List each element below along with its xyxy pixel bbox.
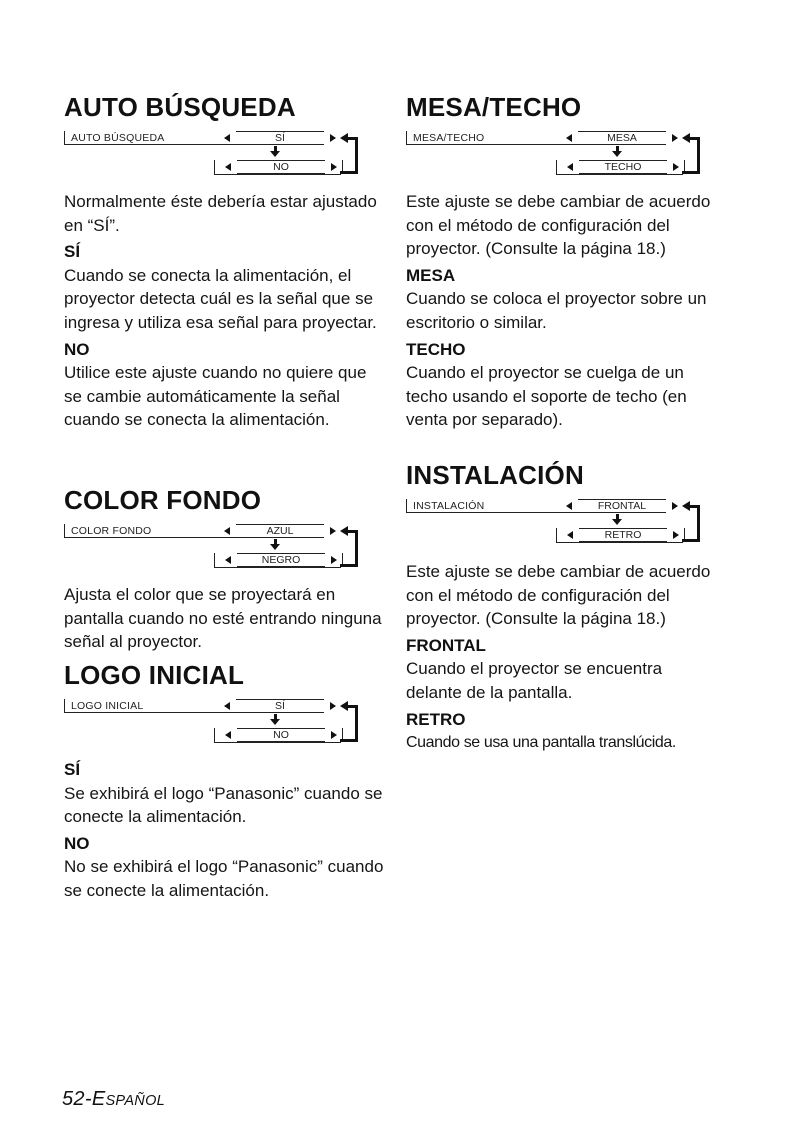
right-arrow-icon: [330, 702, 336, 710]
loop-arrow-icon: [682, 133, 690, 143]
loop-line: [348, 137, 358, 174]
menu-diagram-instalacion: [406, 494, 702, 552]
left-arrow-icon: [225, 163, 231, 171]
section-instalacion: [406, 460, 716, 755]
loop-arrow-icon: [340, 133, 348, 143]
loop-line: [348, 705, 358, 742]
down-arrow-icon: [269, 539, 283, 551]
menu-value-2: NO: [214, 160, 341, 175]
auto-si-text: Cuando se conecta la alimentación, el proyector detecta cuál es la señal que se ingresa y utiliza esa señal para proyectar.: [64, 265, 377, 332]
down-arrow-icon: [269, 146, 283, 158]
left-arrow-icon: [566, 502, 572, 510]
frontal-heading: FRONTAL: [406, 635, 486, 655]
logo-no-text: No se exhibirá el logo “Panasonic” cuando se conecte la alimentación.: [64, 857, 384, 900]
page-footer: [62, 1088, 165, 1111]
menu-value-2: NO: [214, 728, 341, 743]
section-color-fondo: [64, 485, 384, 654]
loop-line: [690, 505, 700, 542]
menu-value-1: AZUL: [214, 524, 340, 538]
left-arrow-icon: [224, 702, 230, 710]
heading-mesa-techo: MESA/TECHO: [406, 92, 582, 122]
down-arrow-icon: [269, 714, 283, 726]
loop-line: [690, 137, 700, 174]
menu-diagram-logo-inicial: [64, 694, 360, 752]
auto-si-heading: SÍ: [64, 242, 81, 262]
instal-intro: Este ajuste se debe cambiar de acuerdo con el método de configuración del proyector. (Consulte la página 18.): [406, 562, 711, 629]
menu-label: COLOR FONDO: [64, 524, 272, 538]
menu-value-1: SÍ: [214, 131, 340, 145]
mesa-heading: MESA: [406, 265, 456, 285]
left-arrow-icon: [224, 134, 230, 142]
menu-diagram-color-fondo: [64, 519, 360, 577]
heading-color-fondo: COLOR FONDO: [64, 485, 262, 515]
right-arrow-icon: [331, 731, 337, 739]
menu-label: INSTALACIÓN: [406, 499, 614, 513]
section-logo-inicial: [64, 660, 384, 903]
section-mesa-techo: [406, 92, 716, 432]
right-arrow-icon: [672, 502, 678, 510]
mesa-intro: Este ajuste se debe cambiar de acuerdo con el método de configuración del proyector. (Consulte la página 18.): [406, 192, 711, 259]
right-arrow-icon: [673, 163, 679, 171]
loop-arrow-icon: [682, 501, 690, 511]
logo-no-heading: NO: [64, 833, 90, 853]
page-number: 52-: [62, 1088, 92, 1110]
auto-no-text: Utilice este ajuste cuando no quiere que se cambie automáticamente la señal cuando se conecta la alimentación.: [64, 363, 367, 430]
menu-label: AUTO BÚSQUEDA: [64, 131, 272, 145]
retro-text: Cuando se usa una pantalla translúcida.: [406, 734, 676, 752]
heading-instalacion: INSTALACIÓN: [406, 460, 584, 490]
heading-logo-inicial: LOGO INICIAL: [64, 660, 245, 690]
menu-label: MESA/TECHO: [406, 131, 614, 145]
menu-value-2: NEGRO: [214, 553, 341, 568]
right-arrow-icon: [672, 134, 678, 142]
menu-label: LOGO INICIAL: [64, 699, 272, 713]
left-arrow-icon: [567, 163, 573, 171]
menu-value-1: SÍ: [214, 699, 340, 713]
auto-intro: Normalmente éste debería estar ajustado en “SÍ”.: [64, 192, 377, 235]
color-text: Ajusta el color que se proyectará en pantalla cuando no esté entrando ninguna señal al proyector.: [64, 585, 382, 652]
menu-value-1: FRONTAL: [556, 499, 682, 513]
techo-heading: TECHO: [406, 339, 466, 359]
menu-diagram-mesa-techo: [406, 126, 702, 184]
menu-diagram-auto-busqueda: [64, 126, 360, 184]
menu-value-2: RETRO: [556, 528, 683, 543]
techo-text: Cuando el proyector se cuelga de un techo usando el soporte de techo (en venta por separado).: [406, 363, 687, 430]
loop-arrow-icon: [340, 526, 348, 536]
section-auto-busqueda: [64, 92, 384, 432]
logo-si-heading: SÍ: [64, 760, 81, 779]
left-arrow-icon: [224, 527, 230, 535]
heading-auto-busqueda: AUTO BÚSQUEDA: [64, 92, 296, 122]
right-arrow-icon: [331, 556, 337, 564]
loop-line: [348, 530, 358, 567]
left-arrow-icon: [566, 134, 572, 142]
left-arrow-icon: [567, 531, 573, 539]
right-arrow-icon: [330, 527, 336, 535]
loop-arrow-icon: [340, 701, 348, 711]
footer-word-initial: E: [91, 1088, 106, 1110]
retro-heading: RETRO: [406, 709, 466, 729]
down-arrow-icon: [611, 514, 625, 526]
right-arrow-icon: [673, 531, 679, 539]
left-arrow-icon: [225, 731, 231, 739]
auto-no-heading: NO: [64, 339, 90, 359]
logo-si-text: Se exhibirá el logo “Panasonic” cuando se conecte la alimentación.: [64, 783, 383, 827]
mesa-text: Cuando se coloca el proyector sobre un escritorio o similar.: [406, 289, 707, 332]
menu-value-2: TECHO: [556, 160, 683, 175]
down-arrow-icon: [611, 146, 625, 158]
left-arrow-icon: [225, 556, 231, 564]
right-arrow-icon: [331, 163, 337, 171]
frontal-text: Cuando el proyector se encuentra delante de la pantalla.: [406, 659, 663, 702]
menu-value-1: MESA: [556, 131, 682, 145]
right-arrow-icon: [330, 134, 336, 142]
footer-word-rest: SPAÑOL: [105, 1093, 166, 1109]
